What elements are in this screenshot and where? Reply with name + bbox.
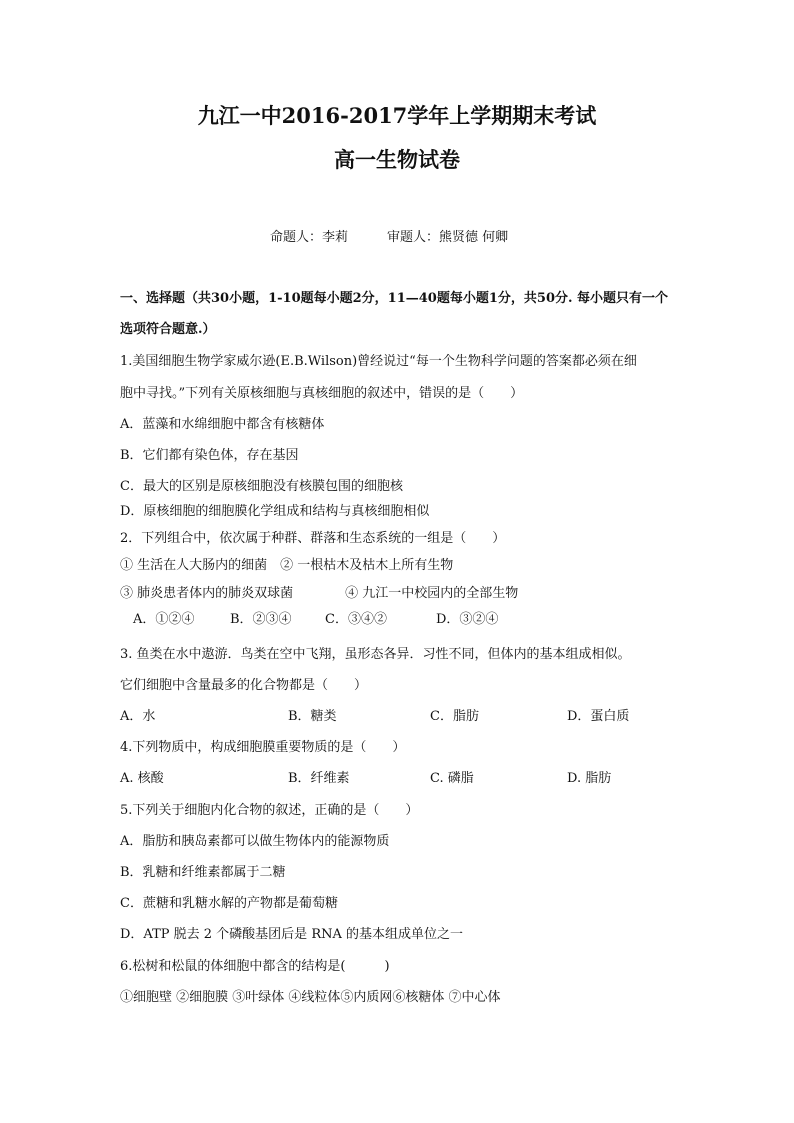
exam-subtitle: 高一生物试卷 bbox=[334, 147, 460, 172]
q2-option-d: D．③②④ bbox=[436, 612, 499, 627]
q3-option-b: B．糖类 bbox=[288, 709, 337, 724]
q2-stem: 2．下列组合中，依次属于种群、群落和生态系统的一组是（ ） bbox=[120, 531, 506, 546]
q2-items: ① 生活在人大肠内的细菌 ② 一根枯木及枯木上所有生物 bbox=[120, 558, 454, 573]
q1-option-c: C．最大的区别是原核细胞没有核膜包围的细胞核 bbox=[120, 479, 403, 494]
q1-option-d: D．原核细胞的细胞膜化学组成和结构与真核细胞相似 bbox=[120, 504, 430, 519]
q6-stem: 6.松树和松鼠的体细胞中都含的结构是( ) bbox=[120, 959, 390, 974]
q3-option-a: A．水 bbox=[120, 709, 156, 724]
q4-stem: 4.下列物质中，构成细胞膜重要物质的是（ ） bbox=[120, 740, 406, 755]
q5-stem: 5.下列关于细胞内化合物的叙述，正确的是（ ） bbox=[120, 803, 419, 818]
q4-option-c: C. 磷脂 bbox=[430, 771, 474, 786]
q2-items-cont: ③ 肺炎患者体内的肺炎双球菌 ④ 九江一中校园内的全部生物 bbox=[120, 586, 519, 601]
q4-option-a: A. 核酸 bbox=[120, 771, 164, 786]
q1-option-a: A．蓝藻和水绵细胞中都含有核糖体 bbox=[120, 417, 325, 432]
q5-option-d: D．ATP 脱去 2 个磷酸基团后是 RNA 的基本组成单位之一 bbox=[120, 927, 464, 942]
q6-items: ①细胞壁 ②细胞膜 ③叶绿体 ④线粒体⑤内质网⑥核糖体 ⑦中心体 bbox=[120, 990, 501, 1005]
q1-stem: 1.美国细胞生物学家威尔逊(E.B.Wilson)曾经说过“每一个生物科学问题的答案都必须在细 bbox=[120, 354, 637, 369]
author-line: 命题人：李莉 审题人：熊贤德 何卿 bbox=[270, 230, 509, 245]
q1-option-b: B．它们都有染色体，存在基因 bbox=[120, 448, 299, 463]
section-heading-cont: 选项符合题意.） bbox=[120, 322, 216, 337]
q5-option-b: B．乳糖和纤维素都属于二糖 bbox=[120, 865, 286, 880]
q5-option-c: C．蔗糖和乳糖水解的产物都是葡萄糖 bbox=[120, 896, 338, 911]
q3-option-d: D．蛋白质 bbox=[567, 709, 630, 724]
q2-option-a: A．①②④ bbox=[133, 612, 195, 627]
q2-option-c: C．③④② bbox=[325, 612, 387, 627]
exam-title: 九江一中2016-2017学年上学期期末考试 bbox=[197, 103, 597, 128]
q3-option-c: C．脂肪 bbox=[430, 709, 479, 724]
q1-stem-cont: 胞中寻找。”下列有关原核细胞与真核细胞的叙述中，错误的是（ ） bbox=[120, 386, 524, 401]
q3-stem-cont: 它们细胞中含量最多的化合物都是（ ） bbox=[120, 678, 368, 693]
q5-option-a: A．脂肪和胰岛素都可以做生物体内的能源物质 bbox=[120, 834, 390, 849]
q4-option-d: D. 脂肪 bbox=[567, 771, 612, 786]
q4-option-b: B．纤维素 bbox=[288, 771, 350, 786]
q2-option-b: B．②③④ bbox=[230, 612, 292, 627]
q3-stem: 3. 鱼类在水中遨游．鸟类在空中飞翔，虽形态各异．习性不同，但体内的基本组成相似。 bbox=[120, 647, 631, 662]
section-heading: 一、选择题（共30小题，1-10题每小题2分，11—40题每小题1分，共50分. 每小题只有一个 bbox=[120, 291, 669, 306]
